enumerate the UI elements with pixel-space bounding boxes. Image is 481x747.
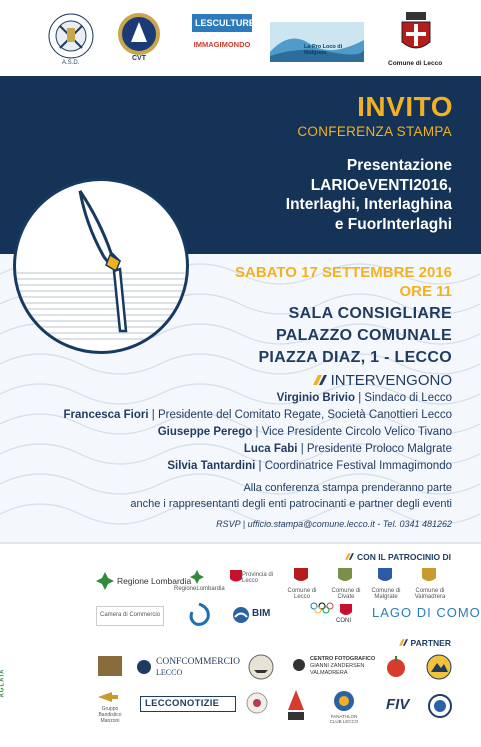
panathlon-logo	[326, 690, 362, 726]
chevron-mark-icon	[313, 375, 327, 385]
coni-text: CONI	[336, 618, 351, 624]
lecconotizie-text: LECCONOTIZIE	[145, 698, 220, 709]
venue-line2: PALAZZO COMUNALE	[275, 327, 452, 344]
immagimondo-text: IMMAGIMONDO	[193, 40, 251, 49]
fiv-logo	[386, 696, 409, 714]
comune-crest-icon	[378, 566, 392, 589]
camera-commercio-logo	[96, 606, 164, 626]
lago-como-logo	[372, 604, 481, 626]
bim-logo	[232, 604, 282, 628]
speaker-row: Virginio Brivio | Sindaco di Lecco	[276, 392, 452, 404]
confcommercio-logo	[136, 656, 240, 680]
bim-text: BIM	[252, 608, 271, 619]
mountain-badge-logo	[426, 654, 452, 685]
presentation-line3: Interlaghi, Interlaghina	[285, 196, 452, 213]
speaker-name: Francesca Fiori	[63, 409, 149, 421]
round-badge-logo	[428, 694, 452, 723]
apple-logo	[386, 656, 406, 683]
svg-text:CVT: CVT	[132, 55, 146, 62]
speakers-heading-text: INTERVENGONO	[330, 372, 452, 389]
oar-emblem	[13, 178, 189, 354]
speakers-heading	[313, 372, 452, 389]
note-line2: anche i rappresentanti degli enti patrocinanti e partner degli eventi	[130, 498, 452, 510]
confcommercio-text: CONFCOMMERCIO	[156, 657, 240, 667]
comune-crest-icon	[422, 566, 436, 589]
centro-line2: GIANNI ZANDERSEN	[310, 663, 365, 669]
boat-logo	[248, 654, 274, 685]
invitation-panel	[0, 76, 481, 542]
speaker-role: Coordinatrice Festival Immagimondo	[264, 460, 452, 472]
canottieri-logo	[40, 8, 102, 70]
speaker-name: Silvia Tantardini	[167, 460, 256, 472]
patrocinio-heading	[345, 552, 451, 562]
speaker-name: Luca Fabi	[243, 443, 298, 455]
centro-fotografico-logo	[292, 656, 376, 682]
comune-label: Comune di Malgrate	[371, 588, 401, 600]
fiv-text: FIV	[386, 696, 410, 713]
event-time: ORE 11	[399, 283, 452, 300]
note-line1: Alla conferenza stampa prenderanno parte	[243, 482, 452, 494]
speaker-role: Presidente Proloco Malgrate	[306, 443, 452, 455]
gruppo-bandistico-logo	[98, 690, 122, 730]
provincia-text: Provincia di Lecco	[242, 572, 274, 584]
centro-line1: CENTRO FOTOGRAFICO	[310, 656, 376, 662]
aglaia-text: AGLAIA	[0, 668, 6, 698]
conferenza-subtitle: CONFERENZA STAMPA	[297, 124, 452, 139]
speaker-row: Silvia Tantardini | Coordinatrice Festival Immagimondo	[167, 460, 452, 472]
confcommercio-sub: LECCO	[156, 668, 183, 677]
chevron-mark-icon	[345, 553, 354, 560]
cvt-logo	[116, 10, 162, 66]
event-venue	[258, 303, 452, 369]
chevron-mark-icon	[399, 639, 408, 646]
venue-line1: SALA CONSIGLIARE	[288, 305, 452, 322]
speaker-row: Giuseppe Perego | Vice Presidente Circolo Velico Tivano	[157, 426, 452, 438]
comune-label: Comune di Valmadrera	[414, 588, 446, 600]
comune-lecco-logo	[388, 10, 444, 70]
provincia-lecco-logo	[230, 570, 274, 594]
presentation-line2: LARIOeVENTI2016,	[310, 176, 452, 194]
rose-logo	[246, 692, 268, 719]
presentation-line1: Presentazione	[346, 157, 452, 174]
swirl-logo	[186, 602, 212, 633]
proloco-logo	[270, 22, 364, 62]
rsvp-line: RSVP | ufficio.stampa@comune.lecco.it - Tel. 0341 481262	[216, 519, 452, 529]
partner-heading	[399, 638, 451, 648]
speaker-name: Giuseppe Perego	[157, 426, 253, 438]
centro-line3: VALMADRERA	[310, 670, 348, 676]
participation-note	[130, 480, 452, 512]
venue-line3: PIAZZA DIAZ, 1 - LECCO	[258, 349, 452, 366]
invito-title: INVITO	[357, 91, 453, 122]
comune-crest-icon	[294, 566, 308, 589]
partner-heading-text: PARTNER	[410, 638, 451, 648]
gruppo-text: Gruppo Bandistico Manzoni	[98, 706, 122, 724]
panathlon-text: PANATHLON CLUB LECCO	[329, 714, 359, 724]
speaker-role: Presidente del Comitato Regate, Società Canottieri Lecco	[157, 409, 452, 421]
patrocinio-heading-text: CON IL PATROCINIO DI	[357, 552, 451, 562]
sponsors-section	[0, 542, 481, 747]
logo-band	[0, 0, 481, 76]
comune-lecco-text: Comune di Lecco	[388, 60, 443, 67]
speaker-role: Sindaco di Lecco	[364, 392, 452, 404]
comuni-row	[287, 566, 450, 600]
regione-lombardia-2-logo	[174, 570, 225, 594]
comune-crest-icon	[338, 566, 352, 589]
camera-text: Camera di Commercio	[99, 612, 160, 618]
aglaia-sidebar	[2, 650, 12, 740]
lecconotizie-logo	[140, 696, 236, 712]
presentation-line4: e FuorInterlaghi	[334, 215, 452, 233]
racing-academy-logo	[286, 690, 306, 727]
regione-lombardia-logo	[96, 572, 192, 592]
event-date: SABATO 17 SETTEMBRE 2016	[234, 264, 452, 281]
speaker-row: Francesca Fiori | Presidente del Comitato Regate, Società Canottieri Lecco	[63, 409, 452, 421]
regione-text: Regione Lombardia	[117, 576, 192, 586]
proloco-text: La Pro Loco di Malgrate	[304, 44, 343, 56]
speaker-name: Virginio Brivio	[276, 392, 356, 404]
lesculture-logo	[192, 14, 261, 60]
comune-label: Comune di Civate	[331, 588, 361, 600]
coni-logo	[306, 602, 356, 628]
speaker-role: Vice Presidente Circolo Velico Tivano	[261, 426, 452, 438]
presentation-block	[286, 156, 452, 234]
partner-photo-logo	[98, 656, 122, 676]
canottieri-sub: A.S.D.	[62, 60, 80, 66]
regione2-text: RegioneLombardia	[174, 586, 225, 592]
lago-text: LAGO DI COMO	[372, 605, 481, 620]
speaker-row: Luca Fabi | Presidente Proloco Malgrate	[243, 443, 452, 455]
lesculture-text: LESCULTURES	[192, 14, 252, 32]
comune-label: Comune di Lecco	[287, 588, 317, 600]
